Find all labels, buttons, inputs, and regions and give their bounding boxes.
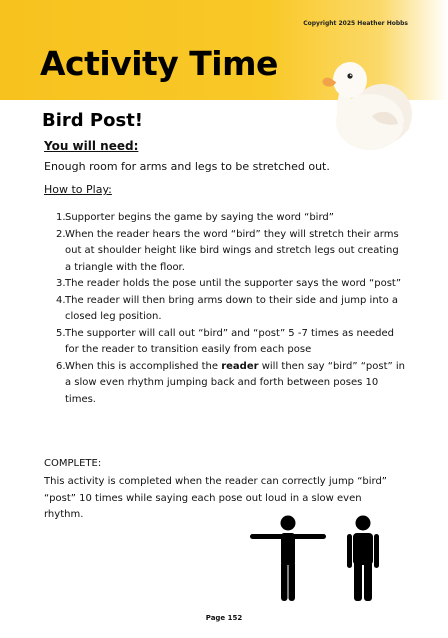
steps-list: [56, 210, 406, 408]
step-number: 3.: [56, 278, 66, 289]
list-item: [56, 359, 406, 409]
step-number: 2.: [56, 228, 66, 240]
step-number: 4.: [56, 294, 66, 306]
pose-figures: [248, 515, 388, 601]
complete-text: This activity is completed when the reader can correctly jump “bird” “post” 10 times while saying each pose out loud in a slow even rhythm.: [44, 476, 387, 520]
activity-name: Bird Post!: [42, 110, 144, 131]
list-item: [56, 293, 406, 326]
step-text: [65, 359, 406, 409]
step-text: The reader will then bring arms down to their side and jump into a closed leg position.: [65, 294, 399, 322]
list-item: [56, 227, 406, 277]
step-text: When the reader hears the word “bird” they will stretch their arms out at shoulder height like bird wings and stretch legs out creating a triangle with the floor.: [65, 228, 399, 273]
step-number: 6.: [56, 360, 66, 372]
complete-heading: COMPLETE:: [44, 458, 102, 469]
page-number: Page 152: [205, 614, 243, 622]
copyright: Copyright 2025 Heather Hobbs: [303, 20, 408, 27]
howto-heading: How to Play:: [44, 183, 112, 196]
page-title: Activity Time: [40, 44, 278, 83]
step-number: 5.: [56, 327, 66, 339]
step-text-after: will then say “bird” “post” in a slow even rhythm jumping back and forth between poses 10 times.: [65, 360, 405, 405]
step-text-before: When this is accomplished the: [65, 360, 222, 372]
list-item: [56, 326, 406, 359]
need-heading: You will need:: [44, 139, 139, 153]
post-pose-figure-icon: [347, 516, 379, 602]
duck-illustration: [320, 50, 412, 152]
step-text: The supporter will call out “bird” and “post” 5 -7 times as needed for the reader to transition easily from each pose: [65, 327, 394, 355]
step-text: The reader holds the pose until the supporter says the word “post”: [65, 278, 402, 289]
list-item: [56, 210, 406, 227]
step-text: Supporter begins the game by saying the word “bird”: [65, 212, 334, 223]
bird-pose-figure-icon: [250, 516, 326, 602]
need-text: Enough room for arms and legs to be stretched out.: [44, 160, 330, 173]
step-text-bold: reader: [221, 360, 259, 372]
list-item: [56, 276, 406, 293]
step-number: 1.: [56, 212, 66, 223]
